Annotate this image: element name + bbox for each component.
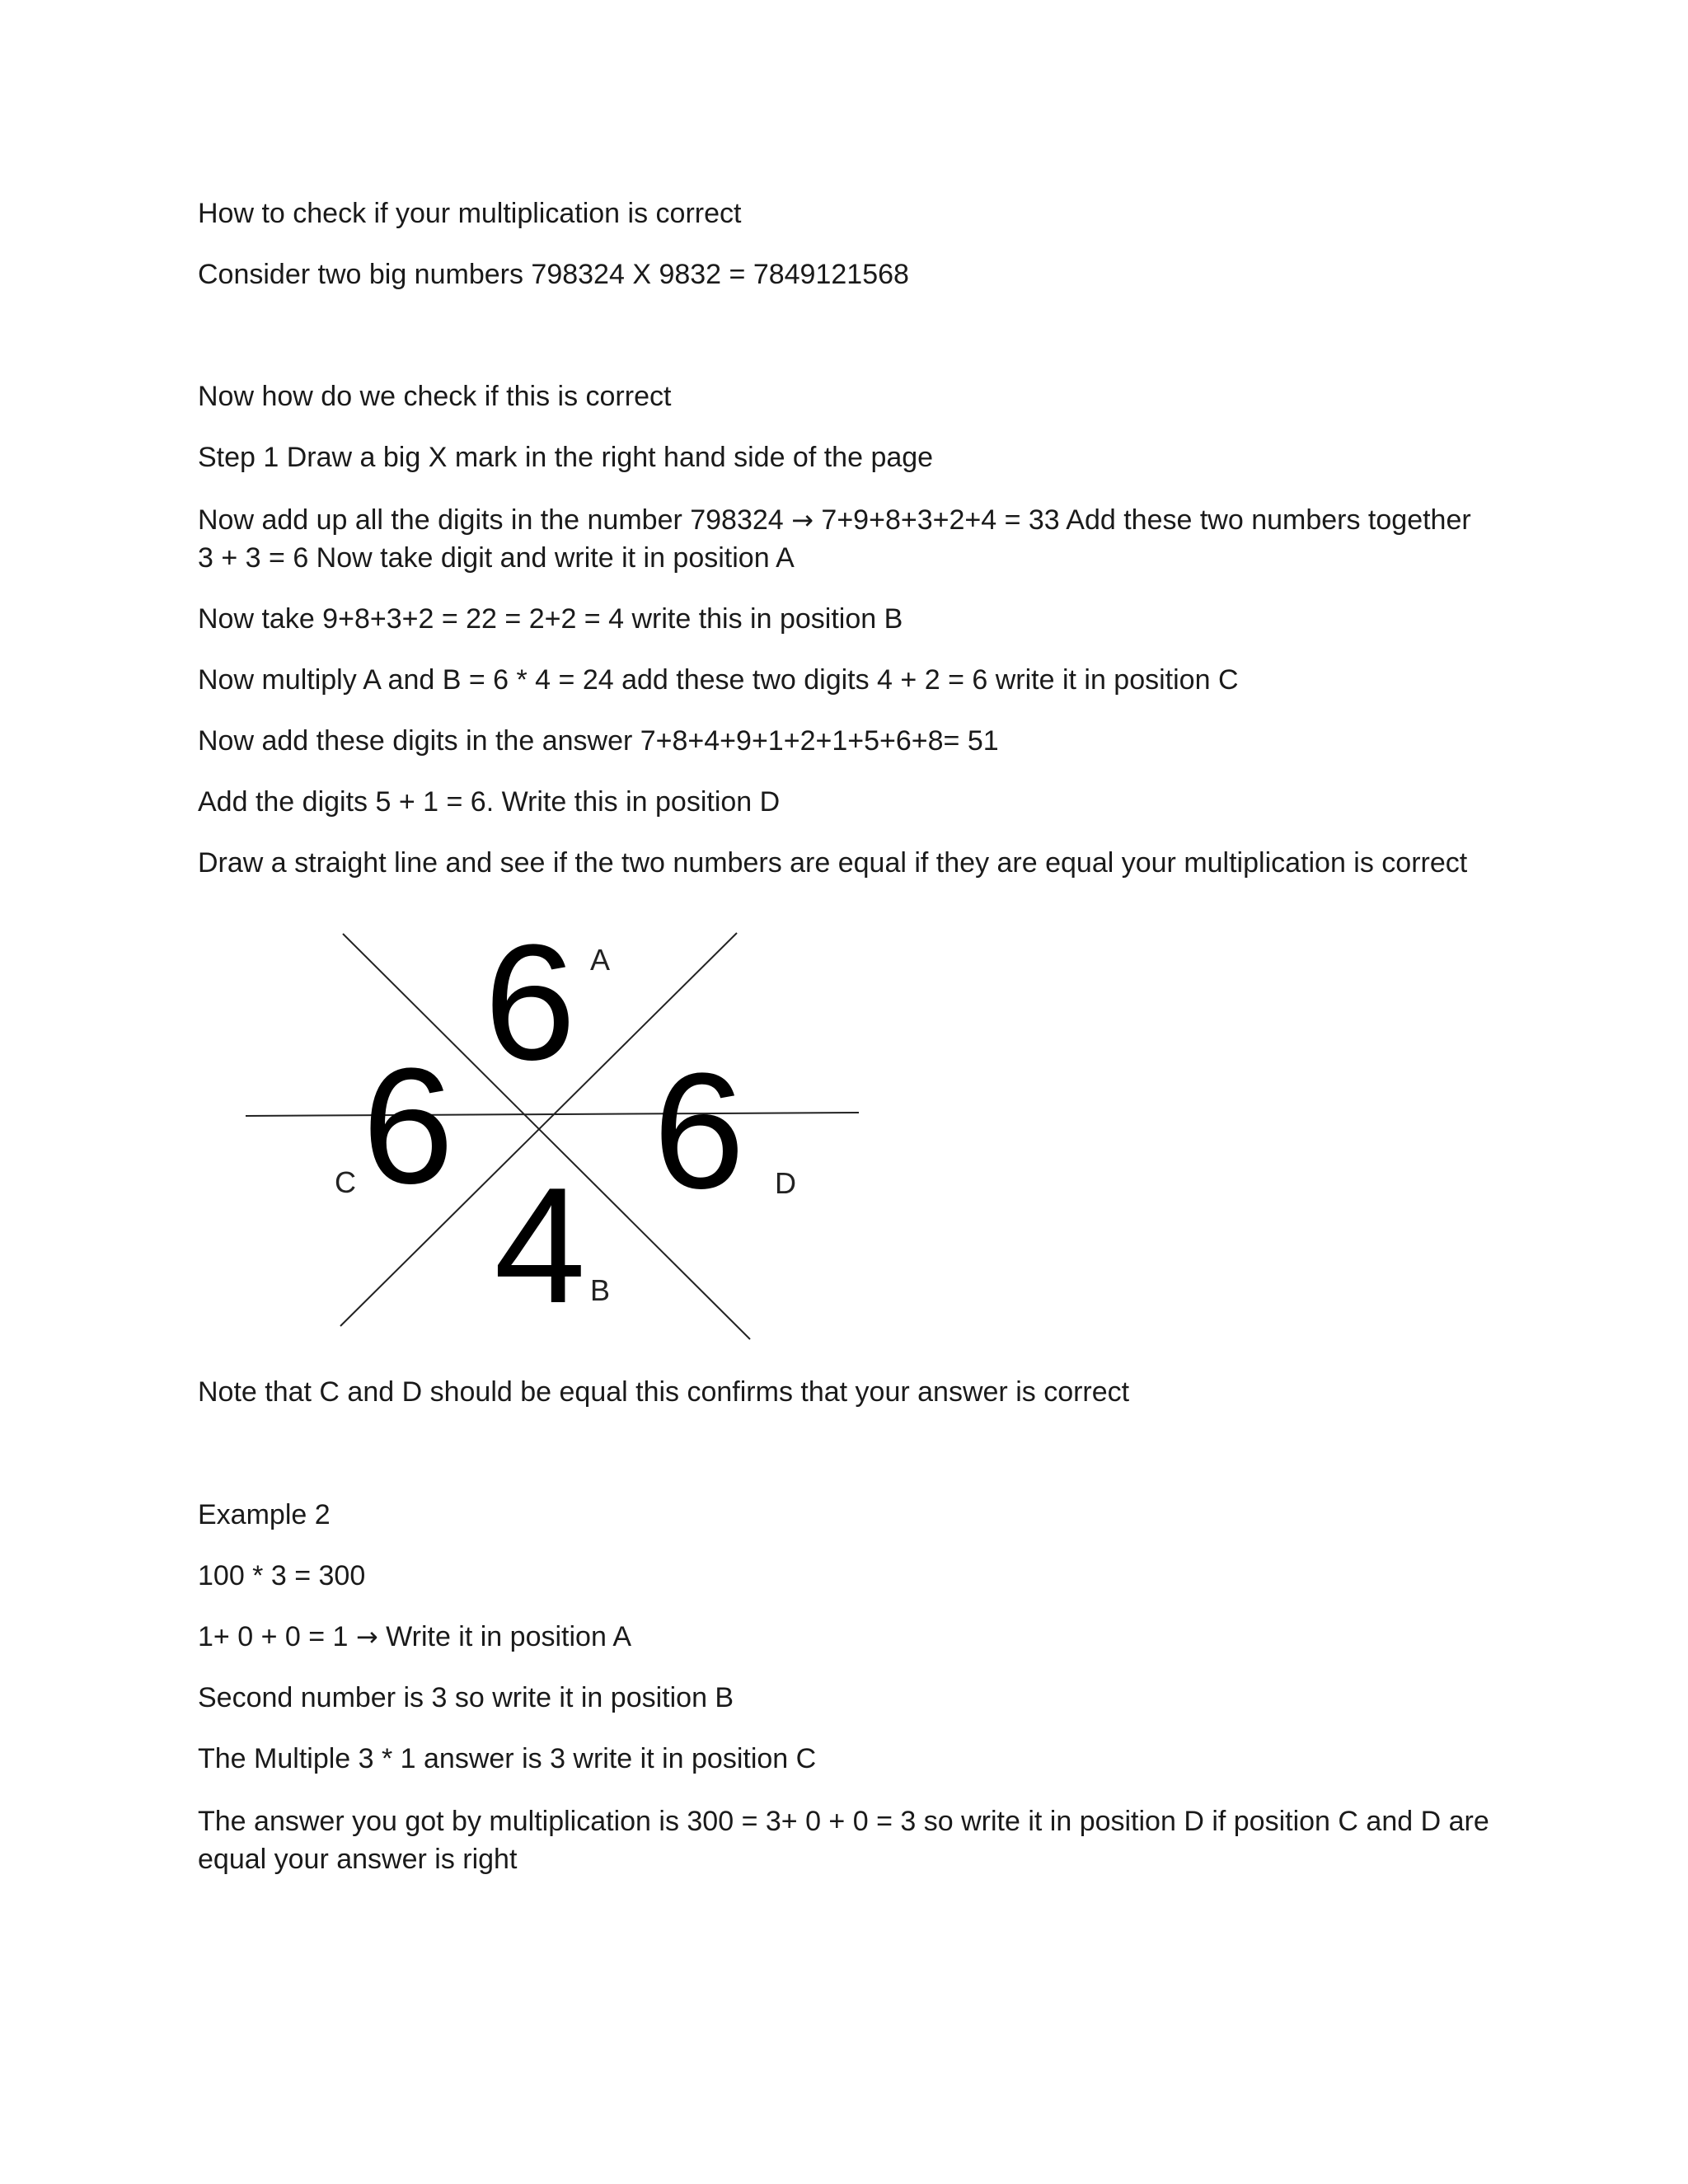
example2-step2: Second number is 3 so write it in position B xyxy=(198,1682,734,1713)
example2-heading: Example 2 xyxy=(198,1499,331,1530)
example1-step4: Now multiply A and B = 6 * 4 = 24 add these two digits 4 + 2 = 6 write it in position C xyxy=(198,664,1239,696)
label-c: C xyxy=(335,1165,356,1199)
label-d: D xyxy=(775,1166,796,1200)
example1-question: Now how do we check if this is correct xyxy=(198,381,672,412)
label-b: B xyxy=(589,1273,611,1307)
example2-equation: 100 * 3 = 300 xyxy=(198,1560,366,1591)
page-title: How to check if your multiplication is correct xyxy=(198,198,742,229)
step2-part-b: 7+9+8+3+2+4 = 33 Add these two numbers together xyxy=(821,504,1471,536)
example1-step5: Now add these digits in the answer 7+8+4+9+1+2+1+5+6+8= 51 xyxy=(198,725,999,757)
example1-step7: Draw a straight line and see if the two numbers are equal if they are equal your multiplication is correct xyxy=(198,847,1468,879)
example2-step1-part-b: Write it in position A xyxy=(386,1621,632,1652)
example1-step6: Add the digits 5 + 1 = 6. Write this in position D xyxy=(198,786,781,818)
value-a: 6 xyxy=(484,911,576,1094)
example2-step3: The Multiple 3 * 1 answer is 3 write it in position C xyxy=(198,1743,817,1774)
value-b: 4 xyxy=(494,1154,586,1338)
right-arrow-icon: → xyxy=(355,1621,378,1652)
example1-intro: Consider two big numbers 798324 X 9832 = 7849121568 xyxy=(198,259,909,290)
step2-part-a: Now add up all the digits in the number 798324 xyxy=(198,504,784,536)
right-arrow-icon: → xyxy=(791,504,814,536)
example1-step1: Step 1 Draw a big X mark in the right hand side of the page xyxy=(198,442,934,473)
example1-step3: Now take 9+8+3+2 = 22 = 2+2 = 4 write this in position B xyxy=(198,603,903,635)
note: Note that C and D should be equal this confirms that your answer is correct xyxy=(198,1376,1130,1408)
example2-step1 xyxy=(198,1618,631,1656)
example2-step1-part-a: 1+ 0 + 0 = 1 xyxy=(198,1621,349,1652)
value-c: 6 xyxy=(362,1034,454,1218)
value-d: 6 xyxy=(653,1039,745,1223)
example1-step2-line2: 3 + 3 = 6 Now take digit and write it in position A xyxy=(198,542,795,574)
label-a: A xyxy=(589,943,611,977)
example2-step4: The answer you got by multiplication is 300 = 3+ 0 + 0 = 3 so write it in position D if position C and D are equal your answer is right xyxy=(198,1806,1489,1875)
